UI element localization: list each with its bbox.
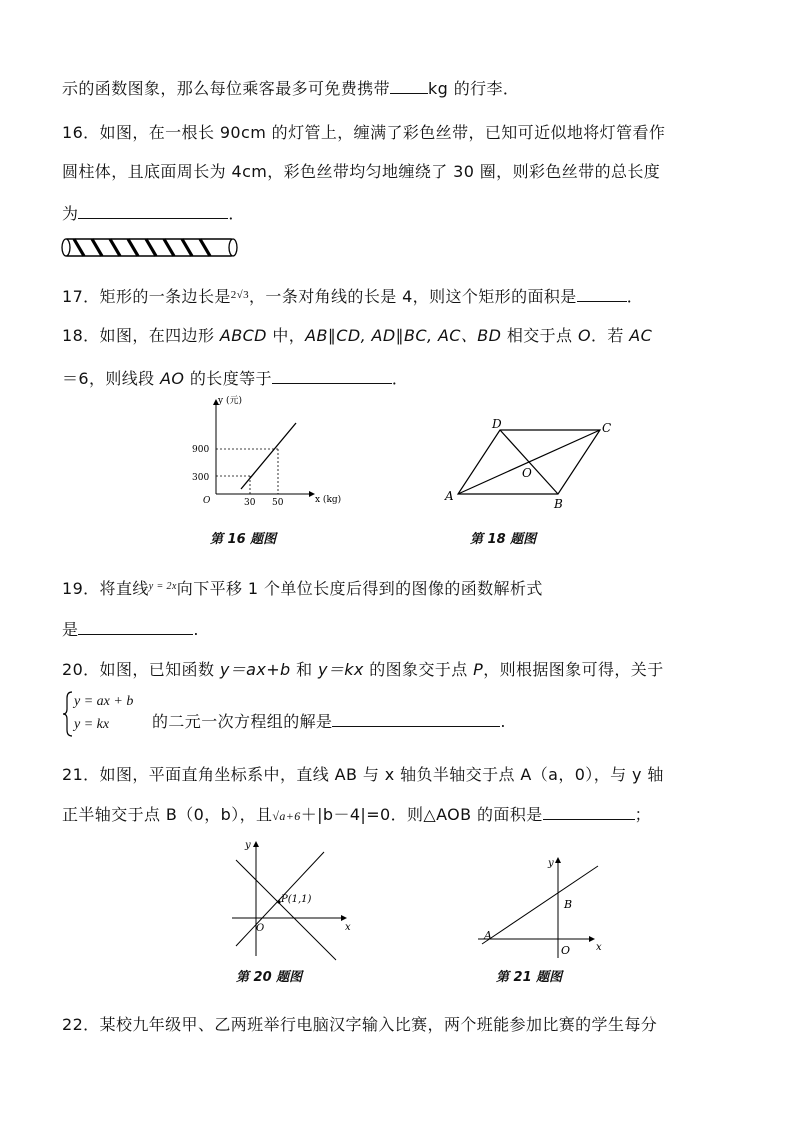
answer-blank-q16[interactable] bbox=[78, 204, 228, 219]
q17-radical: 2√3 bbox=[230, 289, 250, 301]
origin-label: O bbox=[203, 496, 211, 506]
tube-ribbon-figure bbox=[60, 236, 240, 260]
system-eq-1: y = ax + b bbox=[74, 694, 134, 709]
answer-blank-q17[interactable] bbox=[577, 287, 627, 302]
q21-line-2: 正半轴交于点 B（0，b），且√a+6＋|b－4|=0．则△AOB 的面积是 ； bbox=[62, 805, 652, 824]
fig20-graph bbox=[226, 836, 356, 962]
fig18-caption: 第 18 题图 bbox=[470, 532, 537, 547]
q20-line-2: 的二元一次方程组的解是 . bbox=[152, 712, 506, 731]
q22-line: 22．某校九年级甲、乙两班举行电脑汉字输入比赛，两个班能参加比赛的学生每分 bbox=[62, 1015, 658, 1034]
vertex-d: D bbox=[492, 417, 502, 431]
point-a-label: A bbox=[484, 929, 492, 942]
x-tick-30: 30 bbox=[244, 498, 256, 508]
answer-blank-q21[interactable] bbox=[543, 805, 635, 820]
q16-line-2: 圆柱体，且底面周长为 4cm，彩色丝带均匀地缠绕了 30 圈，则彩色丝带的总长度 bbox=[62, 162, 661, 181]
vertex-a: A bbox=[445, 489, 454, 503]
fig16-caption: 第 16 题图 bbox=[210, 532, 277, 547]
x-tick-50: 50 bbox=[272, 498, 284, 508]
q18-line-1: 18．如图，在四边形 ABCD 中，AB∥CD, AD∥BC, AC、BD 相交于点 O．若 AC bbox=[62, 326, 653, 345]
q19-line-1: 19．将直线$^{y = 2x}$向下平移 1 个单位长度后得到的图像的函数解析式 bbox=[62, 579, 543, 598]
fig16-graph bbox=[186, 392, 342, 522]
q21-line-1: 21．如图，平面直角坐标系中，直线 AB 与 x 轴负半轴交于点 A（a，0），与 y 轴 bbox=[62, 765, 664, 784]
x-axis-label: x (kg) bbox=[315, 495, 342, 505]
q18-line-2: ＝6，则线段 AO 的长度等于 ． bbox=[62, 369, 409, 388]
answer-blank-q18[interactable] bbox=[272, 369, 392, 384]
answer-blank-q15[interactable] bbox=[390, 79, 428, 94]
fig18-parallelogram bbox=[440, 414, 620, 514]
point-p-label: P(1,1) bbox=[281, 894, 312, 905]
diagonal-bd bbox=[500, 430, 558, 494]
y-axis-label: y bbox=[245, 840, 251, 851]
system-eq-2: y = kx bbox=[74, 717, 110, 732]
line-y-ax-b bbox=[236, 860, 336, 960]
origin-label: O bbox=[561, 944, 571, 957]
q16-line-3: 为 ． bbox=[62, 204, 245, 223]
brace-icon bbox=[62, 690, 74, 738]
vertex-b: B bbox=[554, 497, 563, 511]
fig21-graph bbox=[470, 852, 610, 964]
answer-blank-q19[interactable] bbox=[78, 620, 193, 635]
point-o: O bbox=[522, 466, 532, 480]
y-axis-label: y (元) bbox=[218, 396, 242, 406]
q16-line-1: 16．如图，在一根长 90cm 的灯管上，缠满了彩色丝带，已知可近似地将灯管看作 bbox=[62, 123, 666, 142]
q21-radical: √a+6 bbox=[272, 809, 301, 823]
fig20-caption: 第 20 题图 bbox=[236, 970, 303, 985]
price-line bbox=[241, 423, 296, 489]
answer-blank-q20[interactable] bbox=[332, 712, 500, 727]
line-ab bbox=[482, 866, 598, 944]
fig21-caption: 第 21 题图 bbox=[496, 970, 563, 985]
x-axis-label: x bbox=[345, 922, 351, 933]
line-q15-end: 示的函数图象，那么每位乘客最多可免费携带 kg 的行李． bbox=[62, 79, 520, 98]
x-axis-label: x bbox=[596, 942, 602, 953]
q20-line-1: 20．如图，已知函数 y＝ax+b 和 y＝kx 的图象交于点 P，则根据图象可得，关于 bbox=[62, 660, 664, 679]
point-b-label: B bbox=[564, 898, 573, 911]
y-tick-300: 300 bbox=[192, 473, 210, 483]
q17-line: 17．矩形的一条边长是$^{2√3}$，一条对角线的长是 4，则这个矩形的面积是 ． bbox=[62, 287, 644, 306]
q20-equation-system bbox=[62, 690, 142, 738]
q19-equation: y = 2x bbox=[148, 581, 177, 592]
y-tick-900: 900 bbox=[192, 445, 210, 455]
y-axis-label: y bbox=[548, 858, 554, 869]
q19-line-2: 是 . bbox=[62, 620, 199, 639]
origin-label: O bbox=[256, 923, 265, 934]
vertex-c: C bbox=[602, 421, 612, 435]
